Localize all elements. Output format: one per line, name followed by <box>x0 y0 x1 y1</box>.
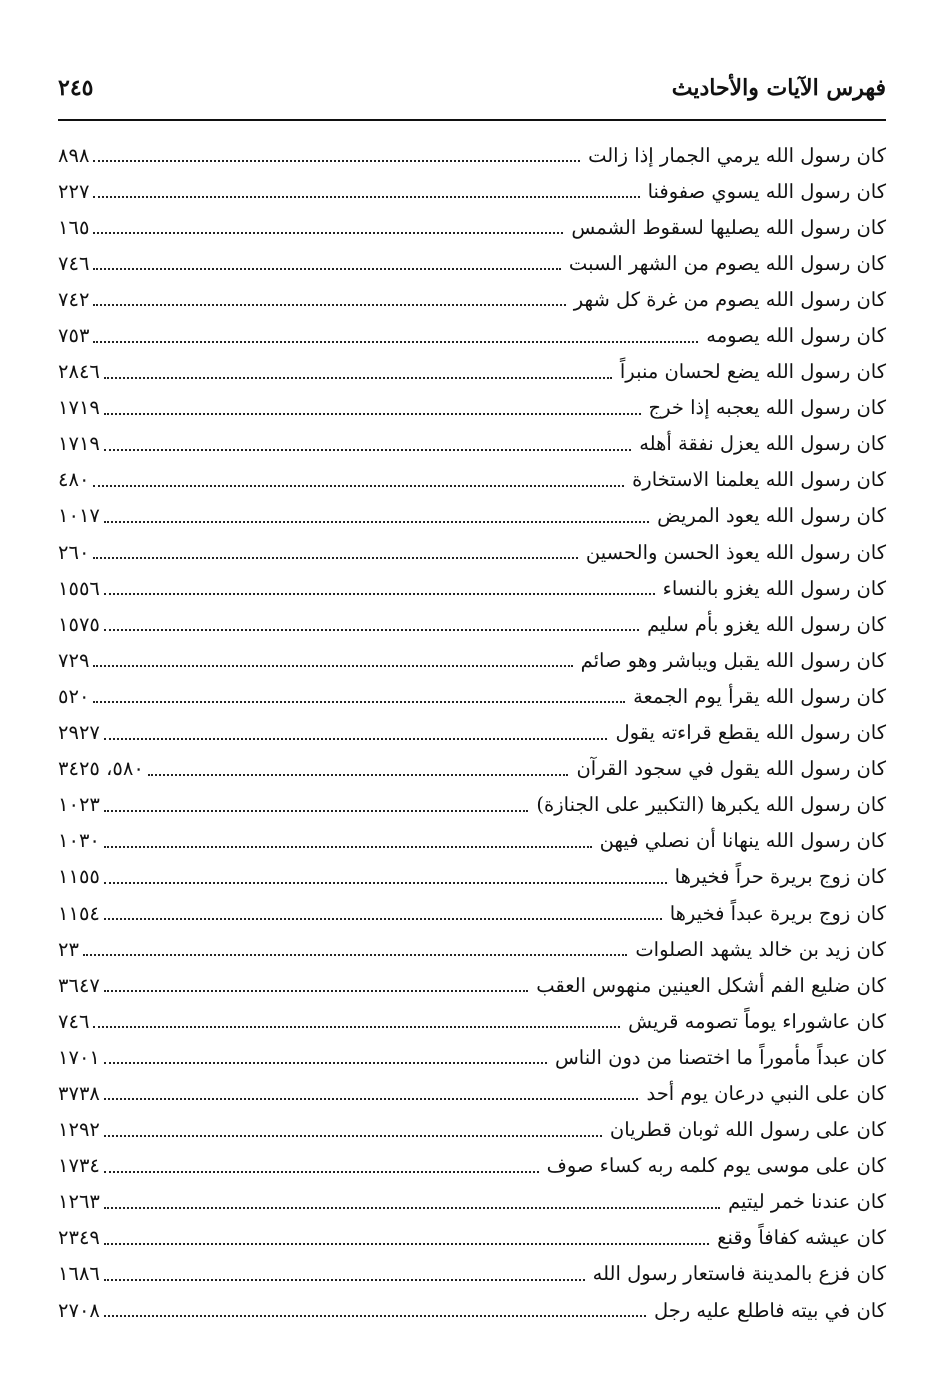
index-entry <box>58 1220 886 1256</box>
entry-text: كان رسول الله يسوي صفوفنا <box>647 179 886 203</box>
entry-text: كان رسول الله يغزو بأم سليم <box>647 612 886 636</box>
index-entry <box>58 1184 886 1220</box>
entry-text: كان رسول الله يصوم من غرة كل شهر <box>573 287 886 311</box>
entry-text: كان رسول الله ينهانا أن نصلي فيهن <box>599 829 886 853</box>
entry-text: كان عاشوراء يوماً تصومه قريش <box>628 1009 886 1033</box>
index-entry <box>58 498 886 534</box>
entry-ref-number: ١١٥٥ <box>58 865 100 889</box>
index-entry <box>58 967 886 1003</box>
page-header <box>58 68 886 108</box>
index-entry <box>58 245 886 281</box>
dot-leader <box>104 629 639 631</box>
index-entry <box>58 1292 886 1328</box>
index-entry <box>58 715 886 751</box>
entry-ref-number: ٣٦٤٧ <box>58 973 100 997</box>
entry-ref-number: ٢٧٠٨ <box>58 1298 100 1322</box>
entry-ref-number: ٧٤٦ <box>58 1009 90 1033</box>
entry-text: كان رسول الله يصوم من الشهر السبت <box>568 251 886 275</box>
entry-ref-number: ٣٧٣٨ <box>58 1081 100 1105</box>
entry-text: كان رسول الله يصليها لسقوط الشمس <box>571 215 886 239</box>
entry-ref-number: ٤٨٠ <box>58 468 90 492</box>
entry-text: كان عندنا خمر ليتيم <box>728 1190 886 1214</box>
index-entry <box>58 606 886 642</box>
index-entry <box>58 462 886 498</box>
index-entry <box>58 426 886 462</box>
dot-leader <box>104 1171 539 1173</box>
entry-text: كان عبداً مأموراً ما اختصنا من دون الناس <box>554 1045 886 1069</box>
dot-leader <box>93 160 580 162</box>
entry-ref-number: ٧٢٩ <box>58 648 90 672</box>
entry-ref-number: ١٠٣٠ <box>58 829 100 853</box>
index-entries <box>58 137 886 1328</box>
entry-ref-number: ١٢٩٢ <box>58 1118 100 1142</box>
dot-leader <box>104 413 641 415</box>
dot-leader <box>104 1135 602 1137</box>
dot-leader <box>104 1243 709 1245</box>
entry-ref-number: ٢٦٠ <box>58 540 90 564</box>
entry-text: كان على رسول الله ثوبان قطريان <box>609 1118 886 1142</box>
index-entry <box>58 1112 886 1148</box>
dot-leader <box>93 1026 620 1028</box>
index-entry <box>58 895 886 931</box>
entry-text: كان على موسى يوم كلمه ربه كساء صوف <box>546 1154 886 1178</box>
index-entry <box>58 1075 886 1111</box>
dot-leader <box>104 1207 720 1209</box>
entry-ref-number: ١٧١٩ <box>58 396 100 420</box>
entry-ref-number: ٥٨٠، ٣٤٢٥ <box>58 757 144 781</box>
entry-ref-number: ٢٢٧ <box>58 179 90 203</box>
entry-ref-number: ٢٨٤٦ <box>58 360 100 384</box>
index-entry <box>58 823 886 859</box>
entry-ref-number: ١٦٥ <box>58 215 90 239</box>
index-entry <box>58 787 886 823</box>
entry-ref-number: ٢٣ <box>58 937 79 961</box>
entry-text: كان رسول الله يعزل نفقة أهله <box>639 432 886 456</box>
entry-ref-number: ١٢٦٣ <box>58 1190 100 1214</box>
entry-ref-number: ٢٣٤٩ <box>58 1226 100 1250</box>
page-number: ٢٤٥ <box>58 75 94 101</box>
entry-text: كان على النبي درعان يوم أحد <box>646 1081 886 1105</box>
index-entry <box>58 354 886 390</box>
entry-ref-number: ١٠٢٣ <box>58 793 100 817</box>
entry-text: كان رسول الله يعجبه إذا خرج <box>648 396 886 420</box>
index-entry <box>58 859 886 895</box>
entry-text: كان رسول الله يرمي الجمار إذا زالت <box>588 143 886 167</box>
entry-ref-number: ١٧٠١ <box>58 1045 100 1069</box>
index-entry <box>58 1148 886 1184</box>
header-rule <box>58 119 886 121</box>
dot-leader <box>104 449 631 451</box>
dot-leader <box>104 1315 646 1317</box>
entry-ref-number: ١٥٧٥ <box>58 612 100 636</box>
dot-leader <box>104 521 649 523</box>
dot-leader <box>148 774 569 776</box>
index-entry <box>58 678 886 714</box>
dot-leader <box>93 232 563 234</box>
entry-text: كان رسول الله يصومه <box>706 324 886 348</box>
index-entry <box>58 1256 886 1292</box>
dot-leader <box>83 954 627 956</box>
entry-ref-number: ٨٩٨ <box>58 143 90 167</box>
entry-text: كان زوج بريرة عبداً فخيرها <box>669 901 886 925</box>
entry-text: كان رسول الله يقطع قراءته يقول <box>615 721 886 745</box>
dot-leader <box>104 1098 639 1100</box>
entry-ref-number: ٧٤٦ <box>58 251 90 275</box>
running-title: فهرس الآيات والأحاديث <box>671 75 886 101</box>
entry-ref-number: ١١٥٤ <box>58 901 100 925</box>
index-entry <box>58 1039 886 1075</box>
dot-leader <box>104 882 667 884</box>
dot-leader <box>104 846 592 848</box>
entry-text: كان رسول الله يقبل ويباشر وهو صائم <box>580 648 886 672</box>
index-entry <box>58 173 886 209</box>
entry-ref-number: ٧٥٣ <box>58 324 90 348</box>
entry-text: كان فزع بالمدينة فاستعار رسول الله <box>592 1262 886 1286</box>
entry-text: كان رسول الله يكبرها (التكبير على الجنازة) <box>536 793 886 817</box>
index-entry <box>58 751 886 787</box>
index-entry <box>58 642 886 678</box>
entry-text: كان ضليع الفم أشكل العينين منهوس العقب <box>536 973 886 997</box>
dot-leader <box>93 485 624 487</box>
entry-text: كان رسول الله يغزو بالنساء <box>662 576 886 600</box>
dot-leader <box>104 990 528 992</box>
entry-text: كان رسول الله يعلمنا الاستخارة <box>632 468 886 492</box>
index-entry <box>58 281 886 317</box>
entry-ref-number: ٥٢٠ <box>58 684 90 708</box>
dot-leader <box>93 304 565 306</box>
index-entry <box>58 209 886 245</box>
dot-leader <box>93 557 578 559</box>
entry-text: كان عيشه كفافاً وقنع <box>717 1226 886 1250</box>
entry-ref-number: ١٧٣٤ <box>58 1154 100 1178</box>
dot-leader <box>93 701 625 703</box>
entry-ref-number: ١٠١٧ <box>58 504 100 528</box>
dot-leader <box>104 918 662 920</box>
dot-leader <box>104 1062 547 1064</box>
dot-leader <box>104 810 529 812</box>
dot-leader <box>104 377 612 379</box>
index-entry <box>58 137 886 173</box>
index-entry <box>58 1003 886 1039</box>
entry-ref-number: ١٥٥٦ <box>58 576 100 600</box>
dot-leader <box>93 341 698 343</box>
index-entry <box>58 570 886 606</box>
entry-ref-number: ٢٩٢٧ <box>58 721 100 745</box>
entry-text: كان رسول الله يقول في سجود القرآن <box>576 757 886 781</box>
index-entry <box>58 390 886 426</box>
index-entry <box>58 317 886 353</box>
entry-ref-number: ١٧١٩ <box>58 432 100 456</box>
dot-leader <box>104 1279 585 1281</box>
entry-text: كان زيد بن خالد يشهد الصلوات <box>635 937 886 961</box>
entry-text: كان رسول الله يقرأ يوم الجمعة <box>633 684 886 708</box>
index-entry <box>58 534 886 570</box>
entry-text: كان رسول الله يضع لحسان منبراً <box>619 360 886 384</box>
dot-leader <box>93 665 572 667</box>
dot-leader <box>104 738 608 740</box>
dot-leader <box>93 268 561 270</box>
entry-text: كان زوج بريرة حراً فخيرها <box>674 865 886 889</box>
dot-leader <box>93 196 639 198</box>
entry-text: كان رسول الله يعوذ الحسن والحسين <box>585 540 886 564</box>
index-entry <box>58 931 886 967</box>
entry-ref-number: ٧٤٢ <box>58 287 90 311</box>
entry-text: كان رسول الله يعود المريض <box>657 504 886 528</box>
dot-leader <box>104 593 655 595</box>
entry-text: كان في بيته فاطلع عليه رجل <box>653 1298 886 1322</box>
entry-ref-number: ١٦٨٦ <box>58 1262 100 1286</box>
